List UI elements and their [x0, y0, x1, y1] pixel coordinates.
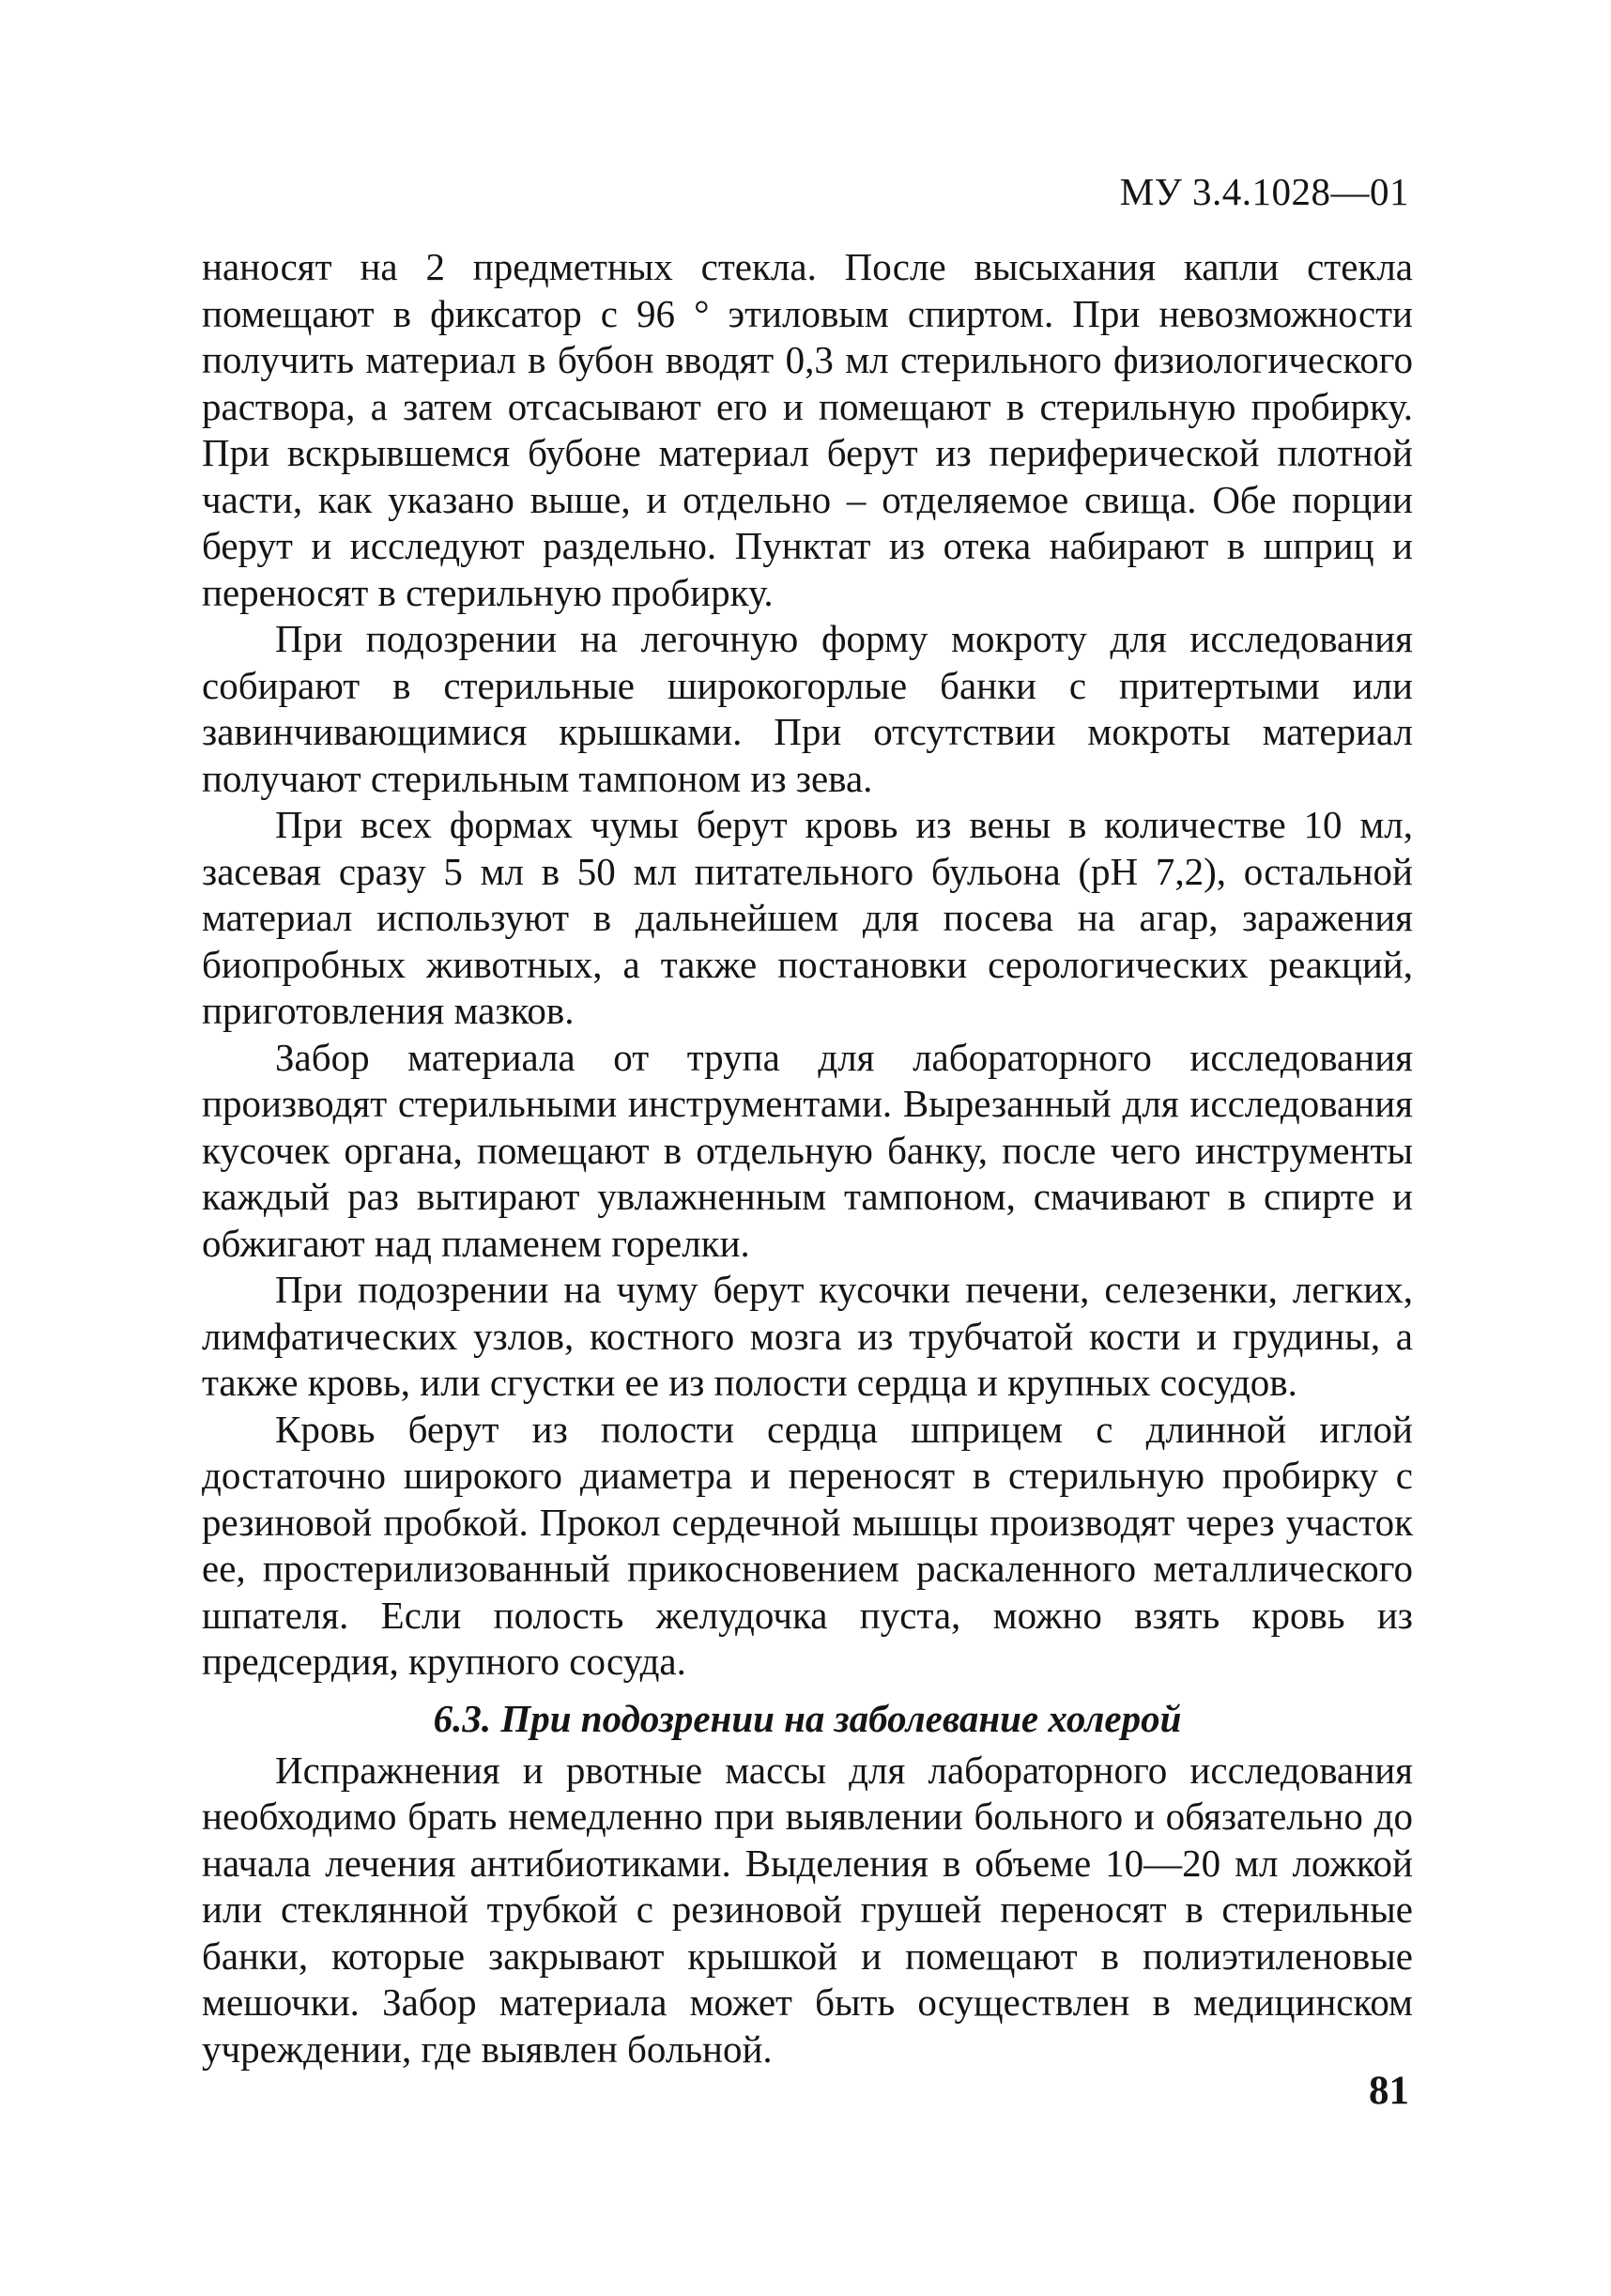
page-number: 81 — [1369, 2069, 1409, 2113]
section-paragraph: Испражнения и рвотные массы для лабораторного исследования необходимо брать немедленно при выявлении больного и обязательно до начала лечения антибиотиками. Выделения в объеме 10—20 мл ложкой или стеклянной трубкой с резиновой грушей переносят в стерильные банки, которые закрывают крышкой и помещают в полиэтиленовые мешочки. Забор материала может быть осуществлен в медицинском учреждении, где выявлен больной. — [202, 1748, 1413, 2071]
section-heading: 6.3. При подозрении на заболевание холерой — [433, 1696, 1182, 1740]
paragraph: Кровь берут из полости сердца шприцем с длинной иглой достаточно широкого диаметра и переносят в стерильную пробирку с резиновой пробкой. Прокол сердечной мышцы производят через участок ее, простерилизованный прикосновением раскаленного металлического шпателя. Если полость желудочка пуста, можно взять кровь из предсердия, крупного сосуда. — [202, 1407, 1413, 1683]
paragraph-continuation: наносят на 2 предметных стекла. После высыхания капли стекла помещают в фиксатор с 96 ° этиловым спиртом. При невозможности получить материал в бубон вводят 0,3 мл стерильного физиологического раствора, а затем отсасывают его и помещают в стерильную пробирку. При вскрывшемся бубоне материал берут из периферической плотной части, как указано выше, и отдельно – отделяемое свища. Обе порции берут и исследуют раздельно. Пунктат из отека набирают в шприц и переносят в стерильную пробирку. — [202, 245, 1413, 614]
paragraph: При подозрении на легочную форму мокроту для исследования собирают в стерильные широкогорлые банки с притертыми или завинчивающимися крышками. При отсутствии мокроты материал получают стерильным тампоном из зева. — [202, 617, 1413, 800]
paragraph: При подозрении на чуму берут кусочки печени, селезенки, легких, лимфатических узлов, костного мозга из трубчатой кости и грудины, а также кровь, или сгустки ее из полости сердца и крупных сосудов. — [202, 1268, 1413, 1404]
paragraph: При всех формах чумы берут кровь из вены в количестве 10 мл, засевая сразу 5 мл в 50 мл питательного бульона (pH 7,2), остальной материал используют в дальнейшем для посева на агар, заражения биопробных животных, а также постановки серологических реакций, приготовления мазков. — [202, 803, 1413, 1032]
paragraph: Забор материала от трупа для лабораторного исследования производят стерильными инструментами. Вырезанный для исследования кусочек органа, помещают в отдельную банку, после чего инструменты каждый раз вытирают увлажненным тампоном, смачивают в спирте и обжигают над пламенем горелки. — [202, 1035, 1413, 1265]
document-code-header: МУ 3.4.1028—01 — [1119, 170, 1409, 213]
page-content — [202, 244, 1413, 2073]
